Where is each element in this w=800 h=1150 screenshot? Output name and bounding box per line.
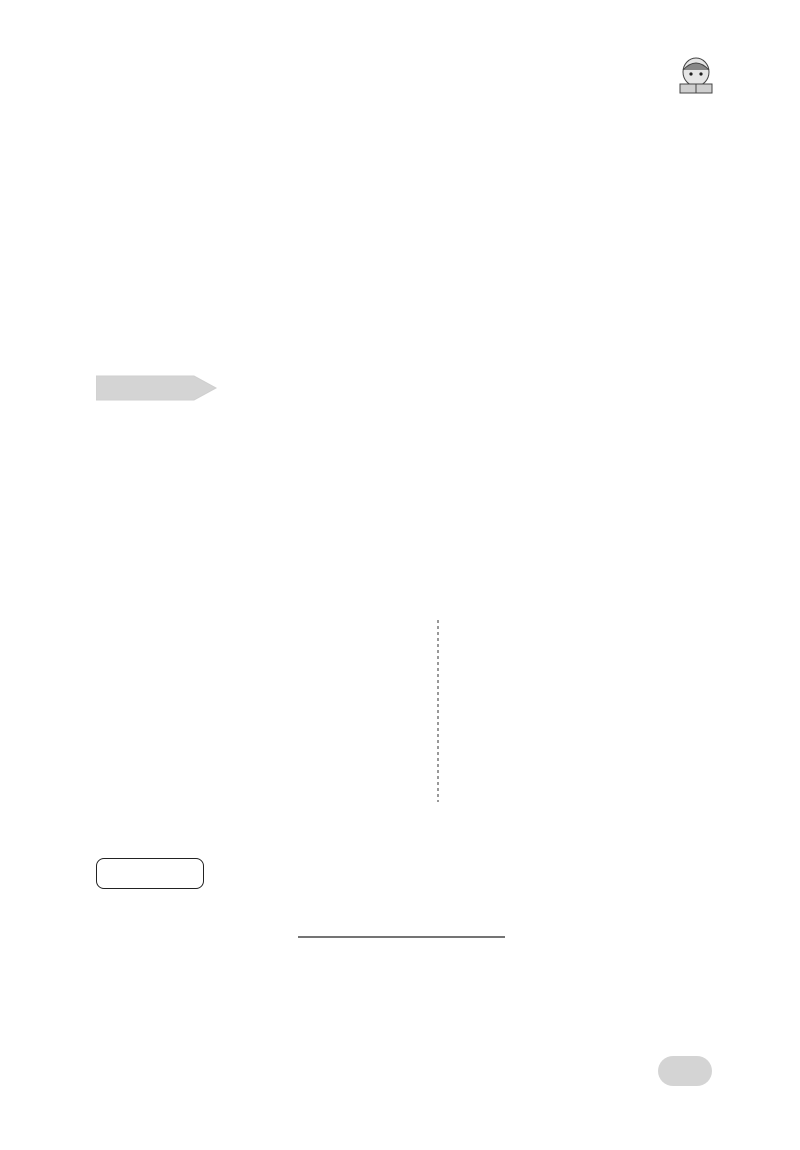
- training-banner-shape: [96, 374, 220, 402]
- trapezoid-dot-grid: [300, 432, 510, 542]
- half-symmetric-dot-figure: [355, 615, 455, 805]
- line-segment-figure: [290, 925, 515, 945]
- page-number: [658, 1056, 712, 1086]
- mascot-girl-icon: [676, 54, 718, 94]
- example-banner-box: [96, 858, 204, 889]
- star-figures: [200, 110, 600, 300]
